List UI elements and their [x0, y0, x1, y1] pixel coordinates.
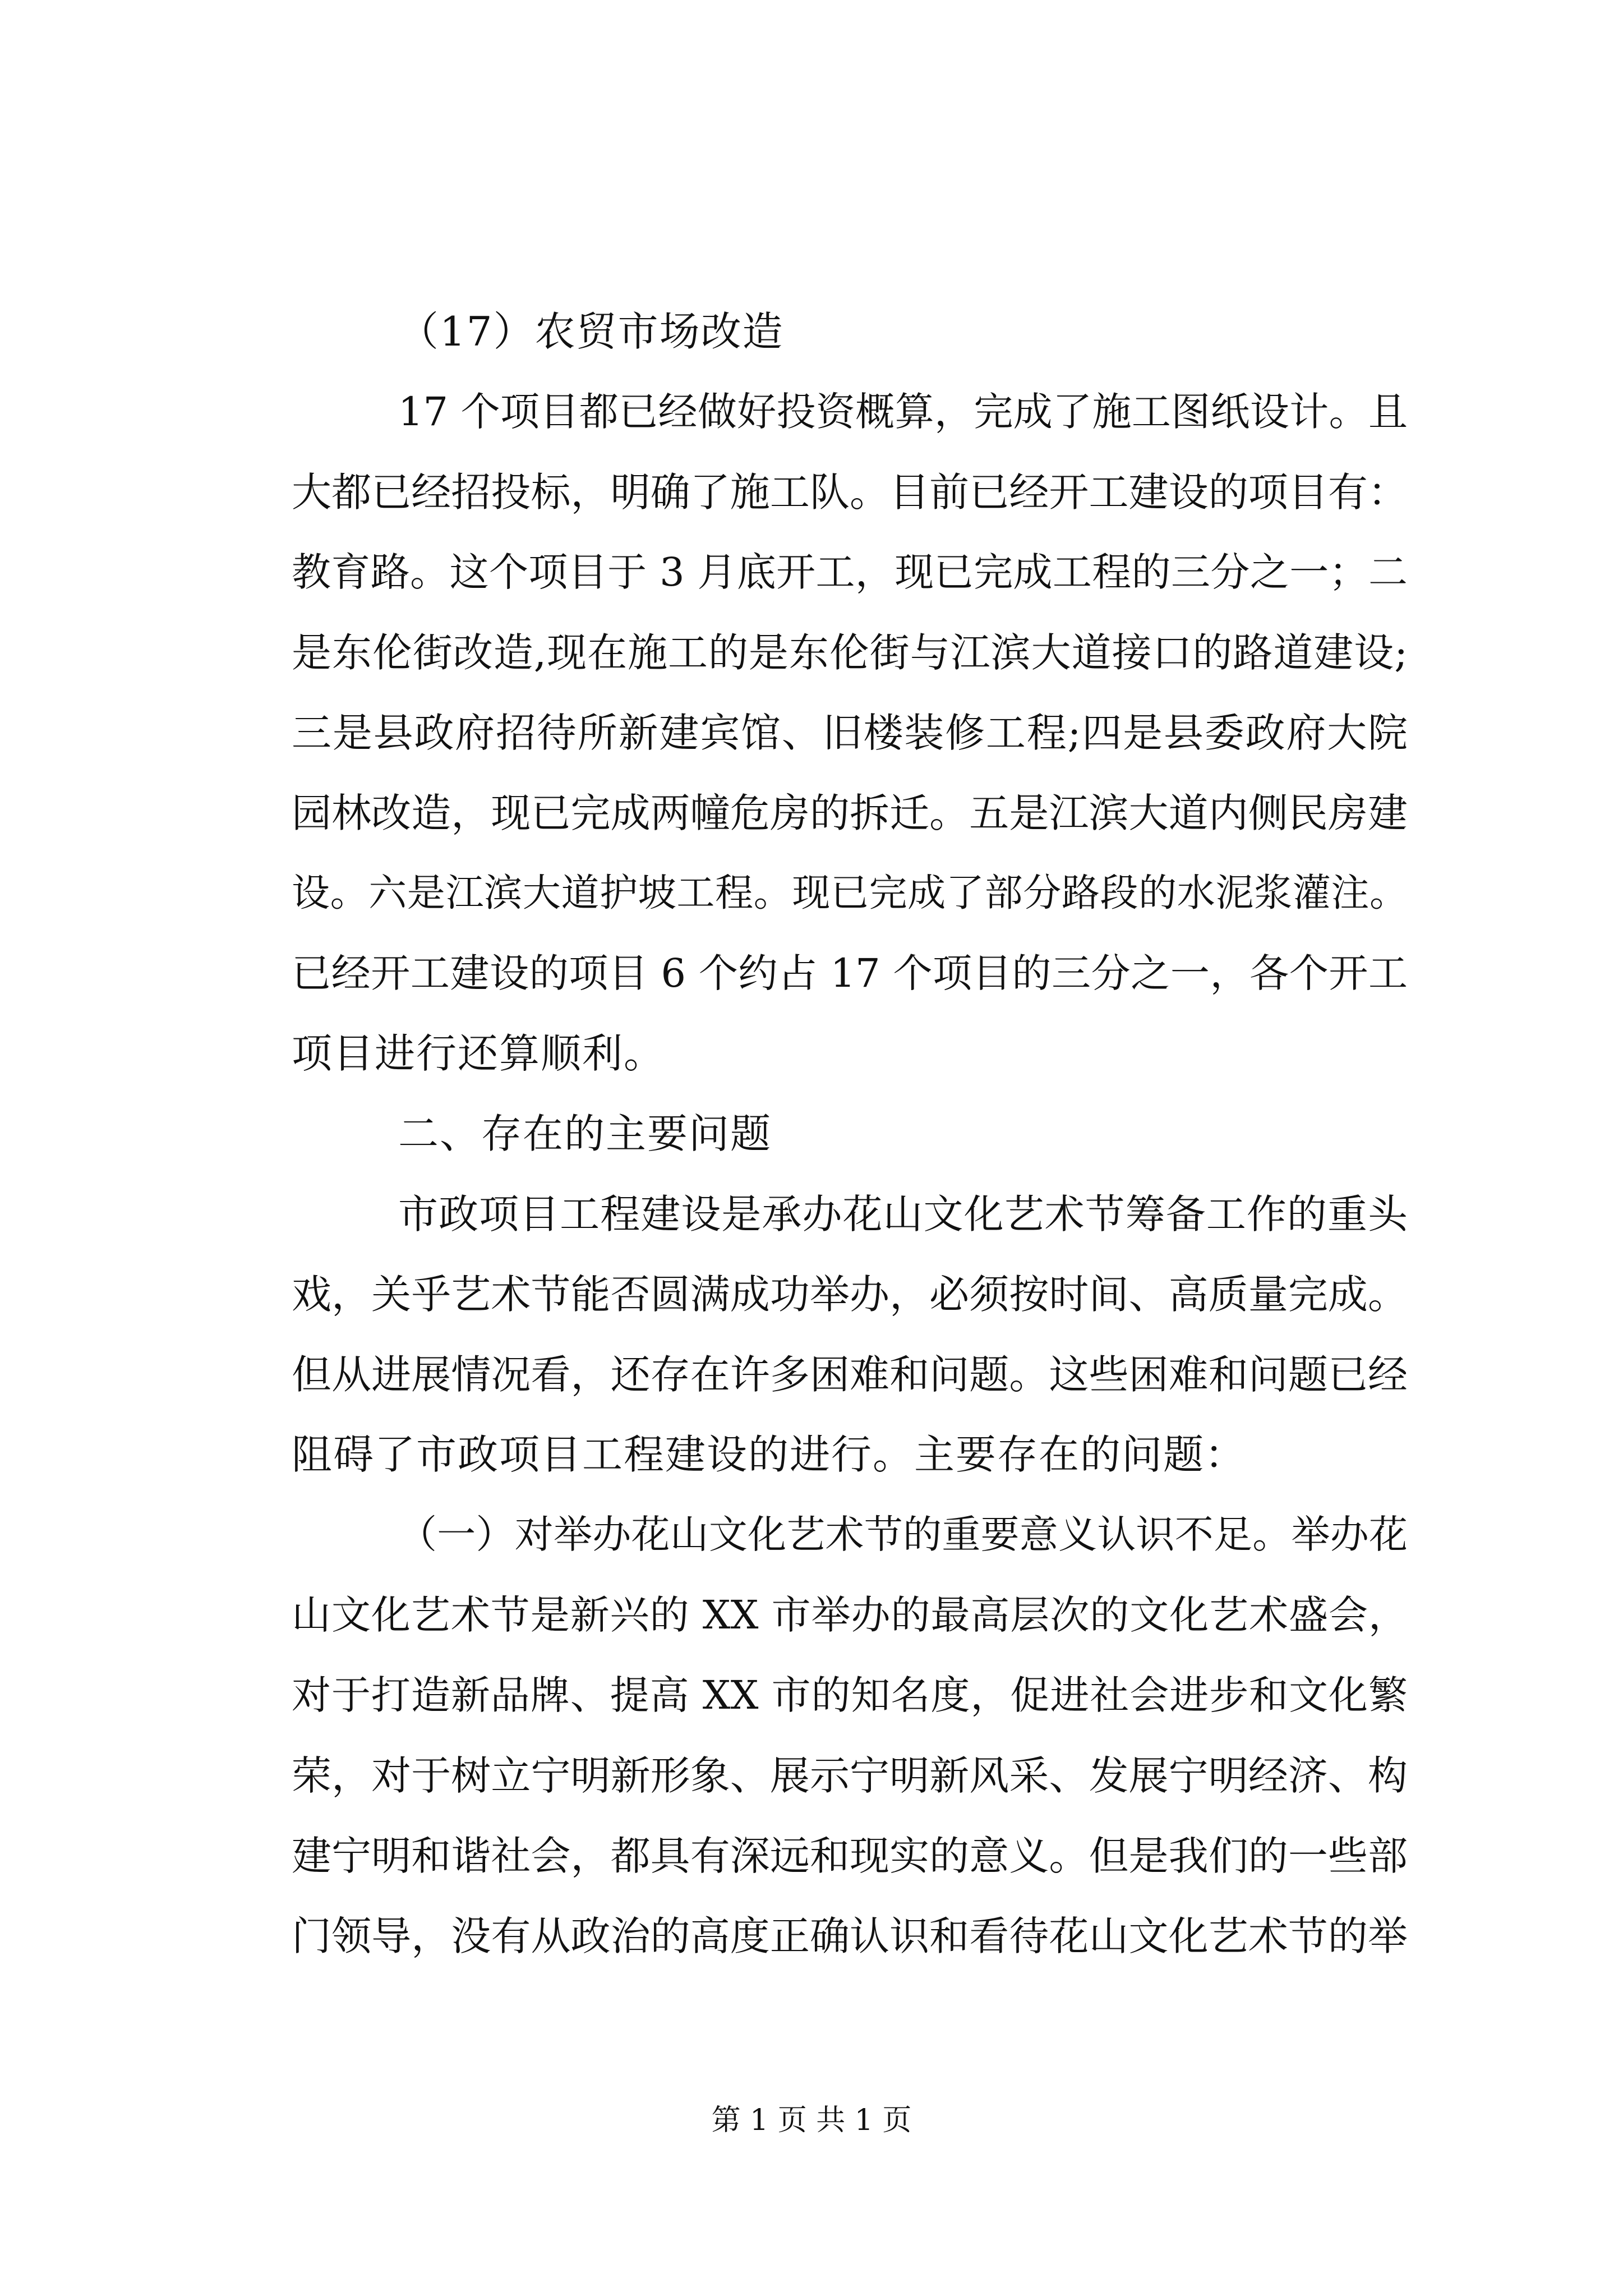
paragraph-line: 戏，关乎艺术节能否圆满成功举办，必须按时间、高质量完成。 — [292, 1271, 1408, 1318]
section-heading: 二、存在的主要问题 — [398, 1110, 772, 1157]
page-footer: 第 1 页 共 1 页 — [711, 2104, 912, 2137]
paragraph-line: 大都已经招投标，明确了施工队。目前已经开工建设的项目有： — [292, 469, 1408, 516]
paragraph-line: （一）对举办花山文化艺术节的重要意义认识不足。举办花 — [398, 1512, 1408, 1557]
paragraph-line: 市政项目工程建设是承办花山文化艺术节筹备工作的重头 — [398, 1191, 1408, 1237]
paragraph-line: 建宁明和谐社会，都具有深远和现实的意义。但是我们的一些部 — [292, 1833, 1408, 1879]
document-body — [292, 292, 1408, 1976]
paragraph-line: 项目进行还算顺利。 — [292, 1030, 666, 1077]
paragraph-line: 门领导，没有从政治的高度正确认识和看待花山文化艺术节的举 — [292, 1913, 1408, 1959]
paragraph-line: 园林改造，现已完成两幢危房的拆迁。五是江滨大道内侧民房建 — [292, 790, 1408, 836]
paragraph-line: 阻碍了市政项目工程建设的进行。主要存在的问题： — [292, 1431, 1247, 1478]
paragraph-line: 教育路。这个项目于 3 月底开工，现已完成工程的三分之一；二 — [292, 549, 1408, 595]
paragraph-line: 设。六是江滨大道护坡工程。现已完成了部分路段的水泥浆灌注。 — [292, 871, 1408, 915]
paragraph-line: 山文化艺术节是新兴的 XX 市举办的最高层次的文化艺术盛会， — [292, 1592, 1408, 1638]
paragraph-line: 荣，对于树立宁明新形象、展示宁明新风采、发展宁明经济、构 — [292, 1752, 1408, 1799]
paragraph-line: 对于打造新品牌、提高 XX 市的知名度，促进社会进步和文化繁 — [292, 1672, 1408, 1718]
paragraph-line: 已经开工建设的项目 6 个约占 17 个项目的三分之一，各个开工 — [292, 950, 1408, 996]
paragraph-line: 是东伦街改造,现在施工的是东伦街与江滨大道接口的路道建设; — [292, 629, 1408, 676]
paragraph-line: 17 个项目都已经做好投资概算，完成了施工图纸设计。且 — [398, 389, 1408, 435]
paragraph-line: 三是县政府招待所新建宾馆、旧楼装修工程;四是县委政府大院 — [292, 710, 1408, 756]
paragraph-line: 但从进展情况看，还存在许多困难和问题。这些困难和问题已经 — [292, 1351, 1408, 1398]
section-heading: （17）农贸市场改造 — [398, 308, 784, 355]
